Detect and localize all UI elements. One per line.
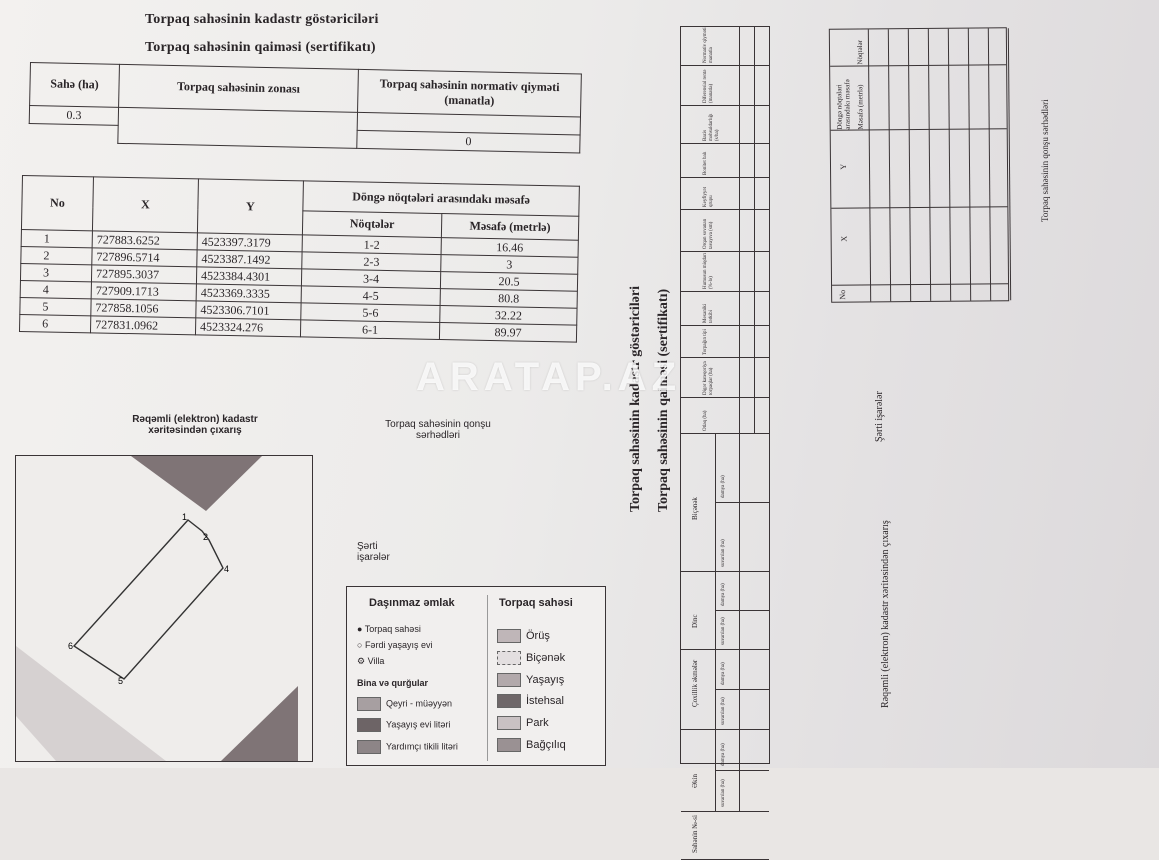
- right-title-1: Torpaq sahəsinin kadastr göstəriciləri: [628, 286, 643, 512]
- quality-divider: [739, 177, 740, 209]
- cell-x: 727895.3037: [91, 265, 196, 284]
- quality-divider: [754, 357, 755, 397]
- group-header: Sahənin №-si: [691, 815, 699, 853]
- watermark: ARATAP.AZ: [416, 355, 681, 399]
- cadastre-map: [15, 455, 313, 762]
- cell-no: 2: [21, 246, 92, 264]
- legend: [346, 586, 606, 766]
- cell-no: 4: [20, 280, 91, 298]
- quality-header: Normativ qiyməti manatla: [703, 27, 714, 63]
- col-y: Y: [197, 179, 303, 235]
- quality-row: [681, 357, 769, 398]
- point-label-2: 2: [203, 532, 209, 542]
- neighbor-parcel-bottom: [221, 686, 298, 761]
- group-row: [681, 729, 769, 812]
- area-table: [28, 62, 582, 154]
- group-divider: [739, 433, 740, 571]
- right-symbols-title: Şərti işarələr: [874, 391, 885, 442]
- quality-divider: [754, 27, 755, 65]
- quality-header: Bonitet balı: [703, 151, 708, 175]
- legend-garden: Bağçılıq: [497, 738, 566, 752]
- cell-no: 6: [19, 314, 90, 332]
- area-spacer: [29, 123, 118, 143]
- neighbor-parcel-top: [131, 456, 262, 511]
- coordinates-table: [19, 175, 580, 343]
- cell-d: 16.46: [441, 238, 578, 258]
- quality-divider: [754, 105, 755, 143]
- legend-item-residence: Yaşayış evi litəri: [357, 718, 450, 732]
- quality-row: [681, 105, 769, 144]
- group-row: [681, 571, 769, 650]
- quality-divider: [739, 27, 740, 65]
- grid-line: [868, 29, 871, 301]
- quality-divider: [739, 291, 740, 325]
- group-divider: [739, 649, 740, 729]
- cell-d: 20.5: [440, 272, 577, 292]
- cell-x: 727896.5714: [92, 248, 197, 267]
- quality-header: Torpağın tipi: [703, 329, 708, 355]
- right-coordinates-table: [829, 27, 1009, 303]
- quality-row: [681, 291, 769, 326]
- grid-line: [988, 28, 991, 300]
- col-x: X: [92, 177, 198, 233]
- point-label-1: 1: [182, 512, 188, 522]
- legend-item-house: ○ Fərdi yaşayış evi: [357, 640, 433, 650]
- map-title: Rəqəmli (elektron) kadastr xəritəsindən çıxarış: [132, 414, 258, 436]
- sub-header: suvarılan (ha): [721, 697, 726, 725]
- sub-header: suvarılan (ha): [721, 779, 726, 807]
- grid-line: [948, 29, 951, 301]
- quality-header: Bazis məhsuldarlığı (s/ha): [703, 113, 720, 141]
- group-row: [681, 649, 769, 730]
- quality-header: Diferensial rentə (manatla): [703, 69, 714, 103]
- cell-y: 4523397.3179: [197, 233, 302, 252]
- point-label-5: 5: [118, 676, 124, 686]
- quality-divider: [754, 251, 755, 291]
- quality-row: [681, 143, 769, 178]
- quality-divider: [754, 325, 755, 357]
- legend-item-aux: Yardımçı tikili litəri: [357, 740, 458, 754]
- legend-park: Park: [497, 716, 549, 730]
- cell-pts: 4-5: [301, 286, 440, 306]
- sub-divider: [715, 689, 769, 690]
- area-header: Sahə (ha): [30, 63, 120, 107]
- quality-divider: [754, 143, 755, 177]
- sub-divider: [715, 770, 769, 771]
- cell-x: 727883.6252: [92, 231, 197, 250]
- group-row: [681, 811, 769, 860]
- group-row: [681, 433, 769, 572]
- parcel-outline: [74, 520, 223, 679]
- grid-line: [908, 29, 911, 301]
- quality-divider: [754, 177, 755, 209]
- quality-divider: [754, 209, 755, 251]
- quality-header: Otlaq (ha): [703, 410, 708, 431]
- quality-divider: [739, 325, 740, 357]
- quality-divider: [739, 105, 740, 143]
- point-label-4: 4: [224, 564, 230, 574]
- page-subtitle: Torpaq sahəsinin qaiməsi (sertifikatı): [145, 40, 376, 55]
- cell-pts: 5-6: [301, 303, 440, 323]
- right-col-dist: Məsafə (metrlə): [856, 84, 865, 130]
- group-header: Çoxillik əkmələr: [691, 659, 699, 707]
- quality-divider: [739, 357, 740, 397]
- quality-row: [681, 209, 769, 252]
- map-drawing: [16, 456, 312, 761]
- sub-header: suvarılan (ha): [721, 617, 726, 645]
- cell-no: 1: [21, 229, 92, 247]
- right-col-no: No: [838, 289, 848, 300]
- sub-header: suvarılan (ha): [721, 539, 726, 567]
- quality-divider: [739, 209, 740, 251]
- right-col-y: Y: [838, 163, 849, 170]
- normative-value: 0: [357, 130, 580, 153]
- right-neighbors-title: Torpaq sahəsinin qonşu sərhədləri: [1040, 99, 1050, 222]
- quality-divider: [739, 65, 740, 105]
- sub-header: damya (ha): [721, 475, 726, 498]
- cell-d: 3: [441, 255, 578, 275]
- cell-pts: 1-2: [302, 235, 441, 255]
- cell-y: 4523369.3335: [196, 284, 301, 303]
- legend-buildings-header: Bina və qurğular: [357, 678, 429, 688]
- cell-x: 727858.1056: [91, 299, 196, 318]
- cell-pts: 6-1: [300, 320, 439, 340]
- right-col-points: Nöqtələr: [855, 39, 865, 65]
- cell-y: 4523306.7101: [196, 301, 301, 320]
- grid-line: [831, 206, 1007, 209]
- col-distance: Məsafə (metrlə): [441, 214, 578, 241]
- right-title-2: Torpaq sahəsinin qaiməsi (sertifikatı): [656, 288, 671, 512]
- quality-row: [681, 251, 769, 292]
- value-header: Torpaq sahəsinin normativ qiyməti (manatla): [358, 69, 582, 116]
- grid-line: [1008, 28, 1011, 300]
- cell-d: 32.22: [440, 306, 577, 326]
- cell-no: 5: [20, 297, 91, 315]
- right-map-title: Rəqəmli (elektron) kadastr xəritəsindən çıxarış: [880, 520, 891, 708]
- cell-d: 89.97: [439, 323, 576, 343]
- sub-header: damya (ha): [721, 743, 726, 766]
- grid-line: [832, 283, 1008, 286]
- grid-line: [928, 29, 931, 301]
- cell-y: 4523387.1492: [197, 250, 302, 269]
- cell-pts: 3-4: [301, 269, 440, 289]
- zone-header: Torpaq sahəsinin zonası: [119, 64, 359, 112]
- grid-line: [888, 29, 891, 301]
- legend-hayfield: Biçənək: [497, 651, 565, 665]
- legend-pasture: Örüş: [497, 629, 550, 643]
- quality-divider: [754, 65, 755, 105]
- legend-item-villa: ⚙ Villa: [357, 656, 385, 666]
- quality-divider: [739, 251, 740, 291]
- sub-divider: [715, 610, 769, 611]
- legend-item-undefined: Qeyri - müəyyən: [357, 697, 452, 711]
- quality-divider: [754, 291, 755, 325]
- group-header: Dinc: [691, 614, 699, 628]
- cell-y: 4523324.276: [195, 318, 300, 337]
- col-points: Nöqtələr: [302, 211, 441, 238]
- quality-row: [681, 65, 769, 106]
- right-col-x: X: [839, 235, 849, 242]
- quality-divider: [739, 143, 740, 177]
- point-label-6: 6: [68, 641, 74, 651]
- cell-x: 727831.0962: [90, 316, 195, 335]
- group-divider: [739, 571, 740, 649]
- legend-residential: Yaşayış: [497, 673, 564, 687]
- quality-divider: [739, 397, 740, 433]
- legend-real-estate-header: Daşınmaz əmlak: [369, 597, 455, 609]
- zone-value: [118, 107, 358, 148]
- land-quality-table: [680, 26, 770, 853]
- cell-d: 80.8: [440, 289, 577, 309]
- area-value: 0.3: [29, 105, 118, 125]
- quality-row: [681, 27, 769, 66]
- legend-divider: [487, 595, 488, 761]
- sub-header: damya (ha): [721, 583, 726, 606]
- cell-x: 727909.1713: [91, 282, 196, 301]
- road-strip: [16, 646, 166, 761]
- quality-divider: [754, 397, 755, 433]
- symbols-title: Şərti işarələr: [357, 541, 390, 563]
- quality-row: [681, 177, 769, 210]
- group-header: Biçənək: [691, 497, 699, 520]
- cell-pts: 2-3: [302, 252, 441, 272]
- grid-line: [968, 29, 971, 301]
- group-divider: [739, 729, 740, 811]
- page-title: Torpaq sahəsinin kadastr göstəriciləri: [145, 12, 379, 27]
- right-col-dist-group: Döngə nöqtələri arasındakı məsafə: [835, 79, 852, 130]
- legend-land-header: Torpaq sahəsi: [499, 597, 573, 609]
- group-header: Əkin: [691, 774, 699, 788]
- quality-row: [681, 325, 769, 358]
- quality-header: Mexaniki tərkibi: [703, 303, 714, 323]
- legend-industrial: İstehsal: [497, 694, 564, 708]
- quality-header: Keyfiyyət qrupu: [703, 187, 714, 207]
- cell-y: 4523384.4301: [196, 267, 301, 286]
- quality-row: [681, 397, 769, 434]
- col-no: No: [21, 176, 93, 231]
- neighbors-title: Torpaq sahəsinin qonşu sərhədləri: [385, 419, 491, 441]
- quality-header: Orqan sovanan tavayıva (sm): [703, 218, 714, 249]
- quality-header: Humusun miqdarı (%-lə): [703, 252, 714, 289]
- grid-line: [830, 64, 1006, 67]
- col-distance-group: Döngə nöqtələri arasındakı məsafə: [303, 181, 580, 216]
- quality-header: Digər kateqoriya torpaqlar (ha): [703, 361, 714, 395]
- legend-item-land: ● Torpaq sahəsi: [357, 624, 421, 634]
- sub-divider: [715, 502, 769, 503]
- sub-header: damya (ha): [721, 662, 726, 685]
- cell-no: 3: [20, 263, 91, 281]
